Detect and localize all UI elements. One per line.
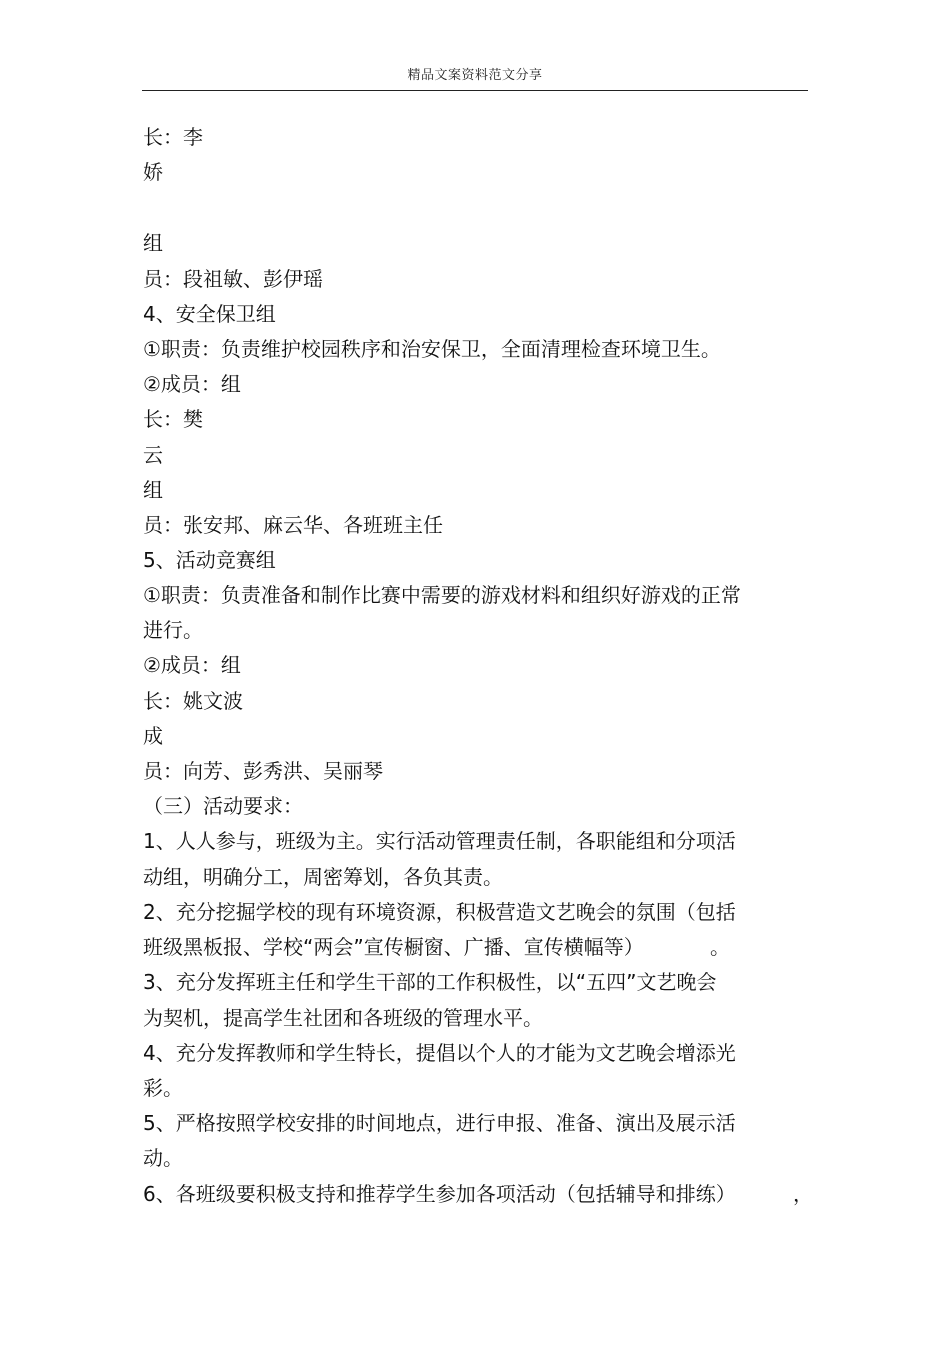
- text-line: 2、充分挖掘学校的现有环境资源，积极营造文艺晚会的氛围（包括: [143, 900, 736, 924]
- page-header-title: 精品文案资料范文分享: [407, 68, 543, 83]
- text-line: 成: [143, 724, 163, 748]
- text-line: 员：张安邦、麻云华、各班班主任: [143, 513, 443, 537]
- text-line: ②成员：组: [143, 372, 241, 396]
- text-line: 4、充分发挥教师和学生特长，提倡以个人的才能为文艺晚会增添光: [143, 1041, 736, 1065]
- section-heading: 4、安全保卫组: [143, 302, 276, 326]
- text-line: ②成员：组: [143, 653, 241, 677]
- text-line: 动。: [143, 1146, 183, 1170]
- text-line: ①职责：负责维护校园秩序和治安保卫，全面清理检查环境卫生。: [143, 337, 721, 361]
- section-heading: （三）活动要求：: [143, 794, 303, 818]
- text-line: 员：向芳、彭秀洪、吴丽琴: [143, 759, 383, 783]
- text-line: 班级黑板报、学校“两会”宣传橱窗、广播、宣传横幅等）: [143, 935, 644, 959]
- text-line: 员：段祖敏、彭伊瑶: [143, 267, 323, 291]
- text-line: 长：姚文波: [143, 689, 243, 713]
- text-line: 组: [143, 478, 163, 502]
- text-line: 长：樊: [143, 407, 203, 431]
- text-line: 为契机，提高学生社团和各班级的管理水平。: [143, 1006, 543, 1030]
- text-line: 娇: [143, 160, 163, 184]
- text-line: 动组，明确分工，周密筹划，各负其责。: [143, 865, 503, 889]
- text-line: 彩。: [143, 1076, 183, 1100]
- section-heading: 5、活动竞赛组: [143, 548, 276, 572]
- trailing-comma: ，: [793, 1182, 813, 1206]
- text-line: 5、严格按照学校安排的时间地点，进行申报、准备、演出及展示活: [143, 1111, 736, 1135]
- text-line: ①职责：负责准备和制作比赛中需要的游戏材料和组织好游戏的正常: [143, 583, 741, 607]
- text-line: 6、各班级要积极支持和推荐学生参加各项活动（包括辅导和排练）: [143, 1182, 736, 1206]
- text-line: 长：李: [143, 125, 203, 149]
- text-line: 3、充分发挥班主任和学生干部的工作积极性，以“五四”文艺晚会: [143, 970, 717, 994]
- header-divider: [142, 90, 808, 91]
- text-line: 1、人人参与，班级为主。实行活动管理责任制，各职能组和分项活: [143, 829, 736, 853]
- text-line: 进行。: [143, 618, 203, 642]
- text-line: 云: [143, 443, 163, 467]
- text-line: 组: [143, 231, 163, 255]
- trailing-period: 。: [710, 935, 730, 959]
